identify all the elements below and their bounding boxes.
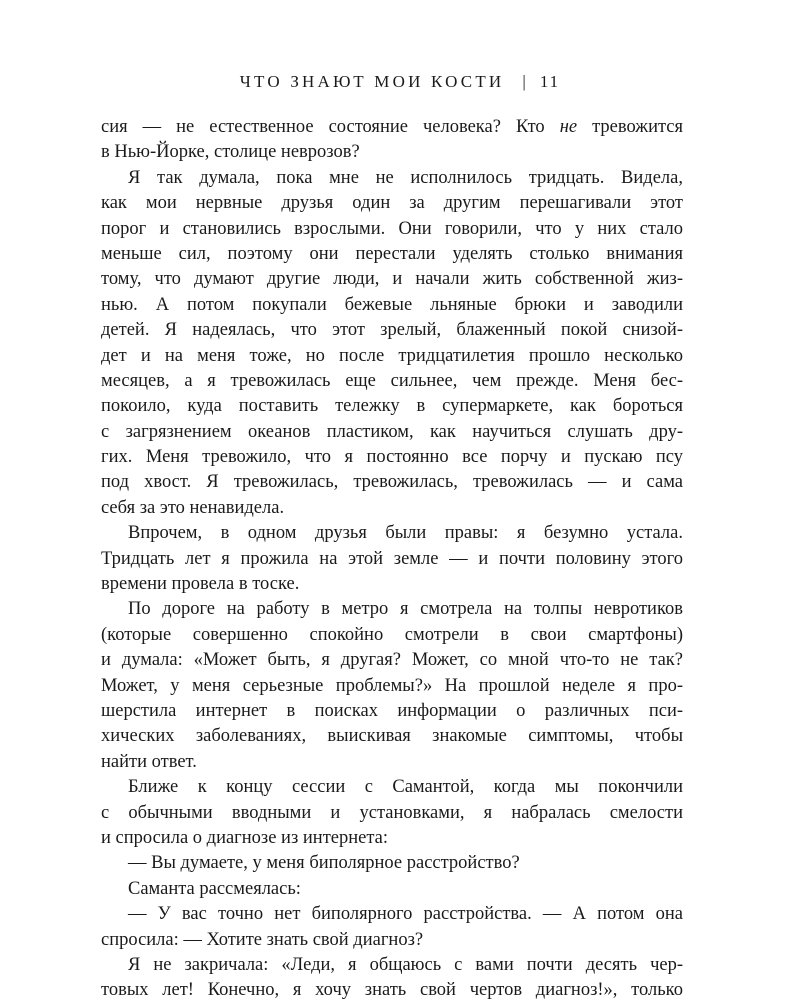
running-title: ЧТО ЗНАЮТ МОИ КОСТИ <box>239 72 505 91</box>
text-line: дет и на меня тоже, но после тридцатилетия прошло несколько <box>101 345 683 366</box>
text-line: товых лет! Конечно, я хочу знать свой чертов диагноз!», только <box>101 980 683 1001</box>
text-line: хических заболеваниях, выискивая знакомые симптомы, чтобы <box>101 726 683 747</box>
text-line: По дороге на работу в метро я смотрела на толпы невротиков <box>128 599 683 620</box>
text-line: как мои нервные друзья один за другим перешагивали этот <box>101 193 683 214</box>
text-line: времени провела в тоске. <box>101 574 300 595</box>
text-line: с загрязнением океанов пластиком, как научиться слушать дру- <box>101 421 683 442</box>
text-line: (которые совершенно спокойно смотрели в свои смартфоны) <box>101 624 683 645</box>
text-line: Я не закричала: «Леди, я общаюсь с вами почти десять чер- <box>128 954 683 975</box>
text-line: гих. Меня тревожило, что я постоянно все порчу и пускаю псу <box>101 447 683 468</box>
text-line: меньше сил, поэтому они перестали уделять столько внимания <box>101 243 683 264</box>
text-line: Тридцать лет я прожила на этой земле — и почти половину этого <box>101 548 683 569</box>
text-line: — У вас точно нет биполярного расстройства. — А потом она <box>128 904 683 925</box>
text-line: Может, у меня серьезные проблемы?» На прошлой неделе я про- <box>101 675 683 696</box>
text-line: под хвост. Я тревожилась, тревожилась, тревожилась — и сама <box>101 472 683 493</box>
text-line: тому, что думают другие люди, и начали жить собственной жиз- <box>101 269 683 290</box>
page-number: 11 <box>539 72 561 91</box>
text-line: Ближе к концу сессии с Самантой, когда мы покончили <box>128 777 683 798</box>
text-line: шерстила интернет в поисках информации о различных пси- <box>101 700 683 721</box>
body-text <box>101 115 683 1004</box>
text-line: себя за это ненавидела. <box>101 497 285 518</box>
text-line: месяцев, а я тревожилась еще сильнее, чем прежде. Меня бес- <box>101 370 683 391</box>
text-line: покоило, куда поставить тележку в супермаркете, как бороться <box>101 396 683 417</box>
text-line: и думала: «Может быть, я другая? Может, со мной что-то не так? <box>101 650 683 671</box>
text-line: детей. Я надеялась, что этот зрелый, блаженный покой снизой- <box>101 320 683 341</box>
text-line: Я так думала, пока мне не исполнилось тридцать. Видела, <box>128 167 683 188</box>
header-separator: | <box>522 72 526 91</box>
text-line: спросила: — Хотите знать свой диагноз? <box>101 929 424 950</box>
text-line: Саманта рассмеялась: <box>128 878 301 899</box>
text-line: Впрочем, в одном друзья были правы: я безумно устала. <box>128 523 683 544</box>
text-line: сия — не естественное состояние человека? Кто не тревожится <box>101 117 683 137</box>
text-line: и спросила о диагнозе из интернета: <box>101 827 389 848</box>
text-line: порог и становились взрослыми. Они говорили, что у них стало <box>101 218 683 239</box>
text-line: с обычными вводными и установками, я набралась смелости <box>101 802 683 823</box>
text-line: найти ответ. <box>101 751 197 772</box>
running-header <box>0 70 800 94</box>
text-line: — Вы думаете, у меня биполярное расстройство? <box>128 853 520 874</box>
text-line: в Нью-Йорке, столице неврозов? <box>101 142 360 163</box>
text-line: нью. А потом покупали бежевые льняные брюки и заводили <box>101 294 683 315</box>
